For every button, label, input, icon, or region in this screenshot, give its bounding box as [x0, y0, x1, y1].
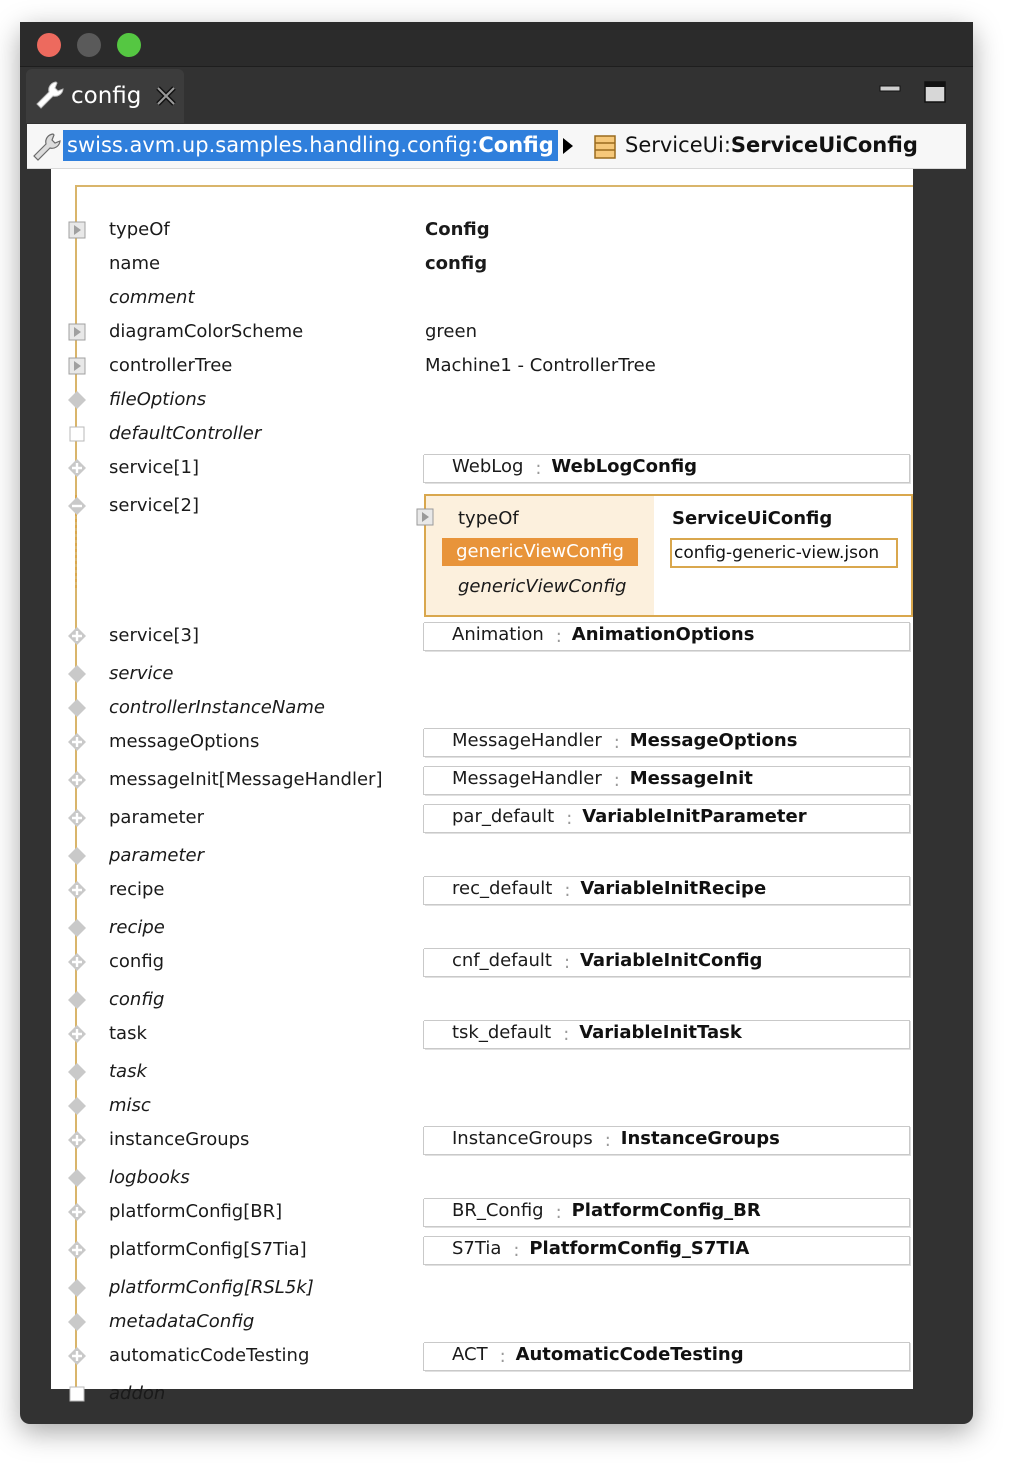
reference-box[interactable] [424, 1198, 910, 1227]
diamond-icon [67, 1278, 87, 1298]
property-value[interactable]: config [425, 253, 488, 274]
reference-type: VariableInitTask [579, 1022, 742, 1043]
wrench-icon [31, 131, 63, 163]
diamond-icon [67, 990, 87, 1010]
reference-separator: : [563, 952, 571, 973]
reference-box[interactable] [424, 766, 910, 795]
reference-box[interactable] [424, 1126, 910, 1155]
diamond-icon [67, 664, 87, 684]
reference-type: WebLogConfig [551, 456, 698, 477]
plus-icon[interactable] [67, 626, 87, 646]
generic-view-config-label: genericViewConfig [458, 576, 627, 597]
reference-type: VariableInitRecipe [580, 878, 767, 899]
property-label[interactable]: comment [109, 287, 195, 308]
breadcrumb-prefix: ServiceUi: [625, 133, 731, 157]
tab-label: config [71, 83, 142, 109]
property-label[interactable]: task [109, 1061, 147, 1082]
reference-name: Animation [452, 624, 544, 645]
reference-name: rec_default [452, 878, 553, 899]
property-label[interactable]: diagramColorScheme [109, 321, 304, 342]
property-label[interactable]: recipe [109, 879, 165, 900]
reference-separator: : [604, 1130, 611, 1151]
expand-triangle-icon[interactable] [67, 322, 87, 342]
property-label[interactable]: messageOptions [109, 731, 260, 752]
reference-type: MessageOptions [629, 730, 798, 751]
checkbox-icon[interactable] [67, 1384, 87, 1404]
diamond-icon [67, 698, 87, 718]
property-value[interactable]: Machine1 - ControllerTree [425, 355, 656, 376]
reference-name: par_default [452, 806, 555, 827]
property-label[interactable]: typeOf [109, 219, 170, 240]
reference-box[interactable] [424, 1020, 910, 1049]
property-label[interactable]: instanceGroups [109, 1129, 250, 1150]
expand-triangle-icon[interactable] [67, 220, 87, 240]
plus-icon[interactable] [67, 880, 87, 900]
close-tab-icon[interactable] [154, 84, 178, 108]
property-label[interactable]: misc [109, 1095, 151, 1116]
property-label[interactable]: platformConfig[RSL5k] [109, 1277, 314, 1298]
service-config-icon [594, 135, 616, 159]
diamond-icon [67, 1062, 87, 1082]
breadcrumb-type: Config [478, 133, 554, 157]
property-label[interactable]: defaultController [109, 423, 262, 444]
expand-triangle-icon[interactable] [416, 508, 434, 526]
reference-type: VariableInitConfig [579, 950, 763, 971]
plus-icon[interactable] [67, 952, 87, 972]
property-label[interactable]: service[1] [109, 457, 199, 478]
reference-separator: : [613, 770, 620, 791]
property-label[interactable]: fileOptions [109, 389, 207, 410]
tab-bar [20, 67, 973, 122]
generic-view-config-selected[interactable]: genericViewConfig [442, 538, 638, 566]
reference-separator: : [499, 1346, 506, 1367]
property-label[interactable]: task [109, 1023, 147, 1044]
reference-separator: : [513, 1240, 520, 1261]
property-label[interactable]: platformConfig[S7Tia] [109, 1239, 307, 1260]
breadcrumb-prefix: swiss.avm.up.samples.handling.config: [67, 133, 479, 157]
reference-name: MessageHandler [452, 730, 602, 751]
breadcrumb-separator-icon [563, 138, 573, 154]
title-bar [20, 22, 973, 67]
maximize-view-icon[interactable] [924, 81, 946, 103]
plus-icon[interactable] [67, 1024, 87, 1044]
property-label[interactable]: metadataConfig [109, 1311, 255, 1332]
reference-name: S7Tia [452, 1238, 502, 1259]
reference-separator: : [563, 1024, 570, 1045]
property-label[interactable]: platformConfig[BR] [109, 1201, 283, 1222]
reference-separator: : [566, 808, 573, 829]
diamond-icon [67, 918, 87, 938]
plus-icon[interactable] [67, 732, 87, 752]
tree-top-border [75, 185, 913, 187]
property-label[interactable]: parameter [109, 845, 205, 866]
minus-icon[interactable] [67, 496, 87, 516]
property-label[interactable]: addon [109, 1383, 166, 1404]
reference-box[interactable] [424, 876, 910, 905]
expanded-service-ui-config [424, 494, 913, 617]
property-label[interactable]: parameter [109, 807, 205, 828]
property-label[interactable]: name [109, 253, 161, 274]
breadcrumb [27, 124, 966, 169]
plus-icon[interactable] [67, 458, 87, 478]
expanded-typeof-value: ServiceUiConfig [672, 508, 833, 529]
plus-icon[interactable] [67, 808, 87, 828]
editor-window [20, 22, 973, 1424]
reference-separator: : [535, 458, 542, 479]
property-label[interactable]: automaticCodeTesting [109, 1345, 310, 1366]
tab-config[interactable] [26, 69, 184, 123]
diamond-icon [67, 1096, 87, 1116]
reference-name: tsk_default [452, 1022, 552, 1043]
reference-name: ACT [452, 1344, 488, 1365]
reference-name: BR_Config [452, 1200, 544, 1221]
reference-type: PlatformConfig_S7TIA [529, 1238, 750, 1259]
generic-view-config-input[interactable]: config-generic-view.json [670, 538, 898, 568]
property-label[interactable]: controllerTree [109, 355, 233, 376]
property-label[interactable]: recipe [109, 917, 165, 938]
reference-type: PlatformConfig_BR [571, 1200, 761, 1221]
plus-icon[interactable] [67, 1202, 87, 1222]
property-tree [51, 169, 913, 1404]
property-label[interactable]: messageInit[MessageHandler] [109, 769, 383, 790]
reference-separator: : [564, 880, 571, 901]
reference-separator: : [555, 1202, 562, 1223]
diamond-icon [67, 846, 87, 866]
reference-type: AutomaticCodeTesting [515, 1344, 744, 1365]
plus-icon[interactable] [67, 1130, 87, 1150]
plus-icon[interactable] [67, 1346, 87, 1366]
breadcrumb-type: ServiceUiConfig [730, 133, 918, 157]
minimize-window-button[interactable] [77, 33, 101, 57]
property-label[interactable]: service[2] [109, 495, 199, 516]
property-value[interactable]: green [425, 321, 477, 342]
property-label[interactable]: service [109, 663, 174, 684]
reference-type: InstanceGroups [620, 1128, 780, 1149]
breadcrumb-item-serviceui[interactable] [625, 130, 918, 161]
property-label[interactable]: controllerInstanceName [109, 697, 325, 718]
wrench-icon [34, 79, 66, 111]
reference-type: VariableInitParameter [582, 806, 807, 827]
reference-name: MessageHandler [452, 768, 602, 789]
reference-type: AnimationOptions [571, 624, 755, 645]
reference-name: InstanceGroups [452, 1128, 593, 1149]
checkbox-icon[interactable] [67, 424, 87, 444]
reference-box[interactable] [424, 728, 910, 757]
expanded-typeof-label: typeOf [458, 508, 519, 529]
reference-name: cnf_default [452, 950, 552, 971]
diamond-icon [67, 1312, 87, 1332]
property-label[interactable]: config [109, 951, 165, 972]
plus-icon[interactable] [67, 1240, 87, 1260]
plus-icon[interactable] [67, 770, 87, 790]
zoom-window-button[interactable] [117, 33, 141, 57]
diamond-icon [67, 390, 87, 410]
property-label[interactable]: config [109, 989, 165, 1010]
reference-type: MessageInit [629, 768, 753, 789]
reference-box[interactable] [424, 948, 910, 977]
reference-box[interactable] [424, 454, 910, 483]
close-window-button[interactable] [37, 33, 61, 57]
reference-name: WebLog [452, 456, 524, 477]
property-label[interactable]: logbooks [109, 1167, 190, 1188]
reference-separator: : [555, 626, 562, 647]
diamond-icon [67, 1168, 87, 1188]
reference-box[interactable] [424, 622, 910, 651]
reference-box[interactable] [424, 1236, 910, 1265]
minimize-view-icon[interactable] [880, 85, 900, 93]
breadcrumb-item-config[interactable] [63, 130, 558, 161]
property-value[interactable]: Config [425, 219, 490, 240]
reference-box[interactable] [424, 1342, 910, 1371]
expand-triangle-icon[interactable] [67, 356, 87, 376]
reference-box[interactable] [424, 804, 910, 833]
reference-separator: : [613, 732, 620, 753]
property-label[interactable]: service[3] [109, 625, 199, 646]
